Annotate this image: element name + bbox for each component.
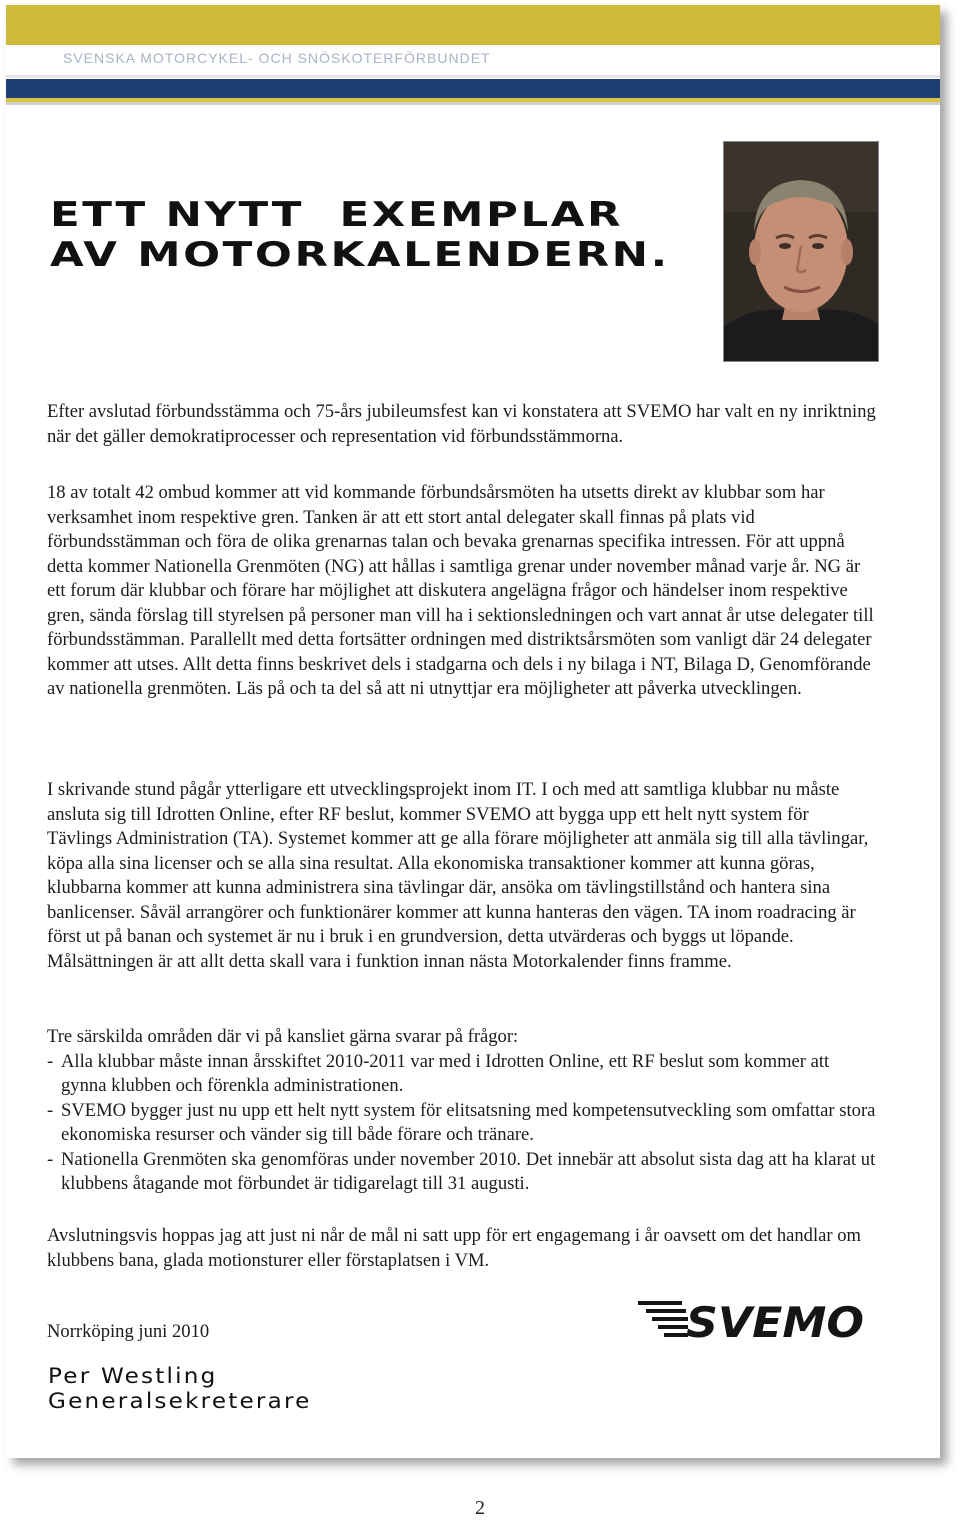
paragraph-2: 18 av totalt 42 ombud kommer att vid kommande förbundsårsmöten ha utsetts direkt av klubbar som har verksamhet inom respektive gren. Tanken är att ett stort antal delegater skall finnas på plats vid förbundsstämman och föra de olika grenarnas talan och bevaka grenarnas specifika intressen. För att uppnå detta kommer Nationella Grenmöten (NG) att hållas i samtliga grenar under november månad varje år. NG är ett forum där klubbar och förare har möjlighet att diskutera angelägna frågor och händelser inom respektive gren, sända förslag till styrelsen på personer man vill ha i sektionsledningen och vart annat år utse delegater till förbundsstämman. Parallellt med detta fortsätter ordningen med distriktsårsmöten som vanligt där 24 delegater kommer att utses. Allt detta finns beskrivet dels i stadgarna och dels i ny bilaga i NT, Bilaga D, Genomförande av nationella grenmöten. Läs på och ta del så att ni utnyttjar era möjligheter att påverka utvecklingen. xyxy=(47,482,874,699)
header-band xyxy=(6,5,940,45)
questions-list xyxy=(47,1050,877,1197)
svemo-logo-icon xyxy=(638,1295,866,1341)
paragraph-1: Efter avslutad förbundsstämma och 75-års jubileumsfest kan vi konstatera att SVEMO har valt en ny inriktning när det gäller demokratiprocesser och representation vid förbundsstämmorna. xyxy=(47,401,876,447)
closing-paragraph xyxy=(47,1224,877,1273)
list-item xyxy=(47,1050,877,1099)
portrait-illustration xyxy=(724,142,878,361)
article-title xyxy=(50,195,670,275)
list-item xyxy=(47,1148,877,1197)
paragraph-3: I skrivande stund pågår ytterligare ett utvecklingsprojekt inom IT. I och med att samtliga klubbar nu måste ansluta sig till Idrotten Online, efter RF beslut, kommer SVEMO att bygga upp ett helt nytt system för Tävlings Administration (TA). Systemet kommer att ge alla förare möjligheter att anmäla sig till alla tävlingar, köpa alla sina licenser och se alla sina resultat. Alla ekonomiska transaktioner kommer att kunna göras, klubbarna kommer att kunna administrera sina tävlingar där, ansöka om tävlingstillstånd och hantera sina banlicenser. Såväl arrangörer och funktionärer kommer att kunna hanteras den vägen. TA inom roadracing är först ut på banan och systemet är nu i bruk i en grundversion, detta utvärderas och byggs ut löpande. Målsättningen är att allt detta skall vara i funktion innan nästa Motorkalender finns framme. xyxy=(47,779,869,972)
logo-wordmark: SVEMO xyxy=(686,1298,864,1341)
list-item-text: Nationella Grenmöten ska genomföras under november 2010. Det innebär att absolut sista dag att ha klarat ut klubbens åtagande mot förbundet är tidigarelagt till 31 augusti. xyxy=(61,1148,876,1194)
list-marker: - xyxy=(47,1099,54,1121)
list-intro: Tre särskilda områden där vi på kansliet gärna svarar på frågor: xyxy=(47,1026,519,1047)
signer-name: Per Westling xyxy=(48,1364,218,1388)
document-page xyxy=(6,5,940,1458)
signer-title: Generalsekreterare xyxy=(48,1389,312,1413)
portrait-photo-icon xyxy=(723,141,879,362)
list-item xyxy=(47,1099,877,1148)
header-stripe-grey xyxy=(6,102,940,105)
intro-paragraph xyxy=(47,400,877,449)
page-number: 2 xyxy=(475,1497,485,1519)
header-stripe-blue xyxy=(6,79,940,98)
date-place: Norrköping juni 2010 xyxy=(47,1321,210,1342)
article-title-line-2: AV MOTORKALENDERN. xyxy=(50,235,670,275)
list-marker: - xyxy=(47,1050,54,1072)
list-marker: - xyxy=(47,1148,54,1170)
organization-name: SVENSKA MOTORCYKEL- OCH SNÖSKOTERFÖRBUNDET xyxy=(63,50,491,66)
header-stripe-light xyxy=(6,75,940,78)
signature-block xyxy=(48,1364,312,1414)
closing-text: Avslutningsvis hoppas jag att just ni når de mål ni satt upp för ert engagemang i år oavsett om det handlar om klubbens bana, glada motionsturer eller förstaplatsen i VM. xyxy=(47,1225,861,1271)
list-item-text: SVEMO bygger just nu upp ett helt nytt system för elitsatsning med kompetensutveckling som omfattar stora ekonomiska resurser och vänder sig till både förare och tränare. xyxy=(61,1099,876,1145)
list-item-text: Alla klubbar måste innan årsskiftet 2010-2011 var med i Idrotten Online, ett RF beslut som kommer att gynna klubben och förenkla administrationen. xyxy=(61,1050,830,1096)
delegates-paragraph xyxy=(47,481,877,702)
it-project-paragraph xyxy=(47,778,877,974)
svemo-logo-graphic xyxy=(638,1295,866,1341)
article-title-line-1: ETT NYTT EXEMPLAR xyxy=(50,195,624,235)
questions-section xyxy=(47,1025,877,1197)
